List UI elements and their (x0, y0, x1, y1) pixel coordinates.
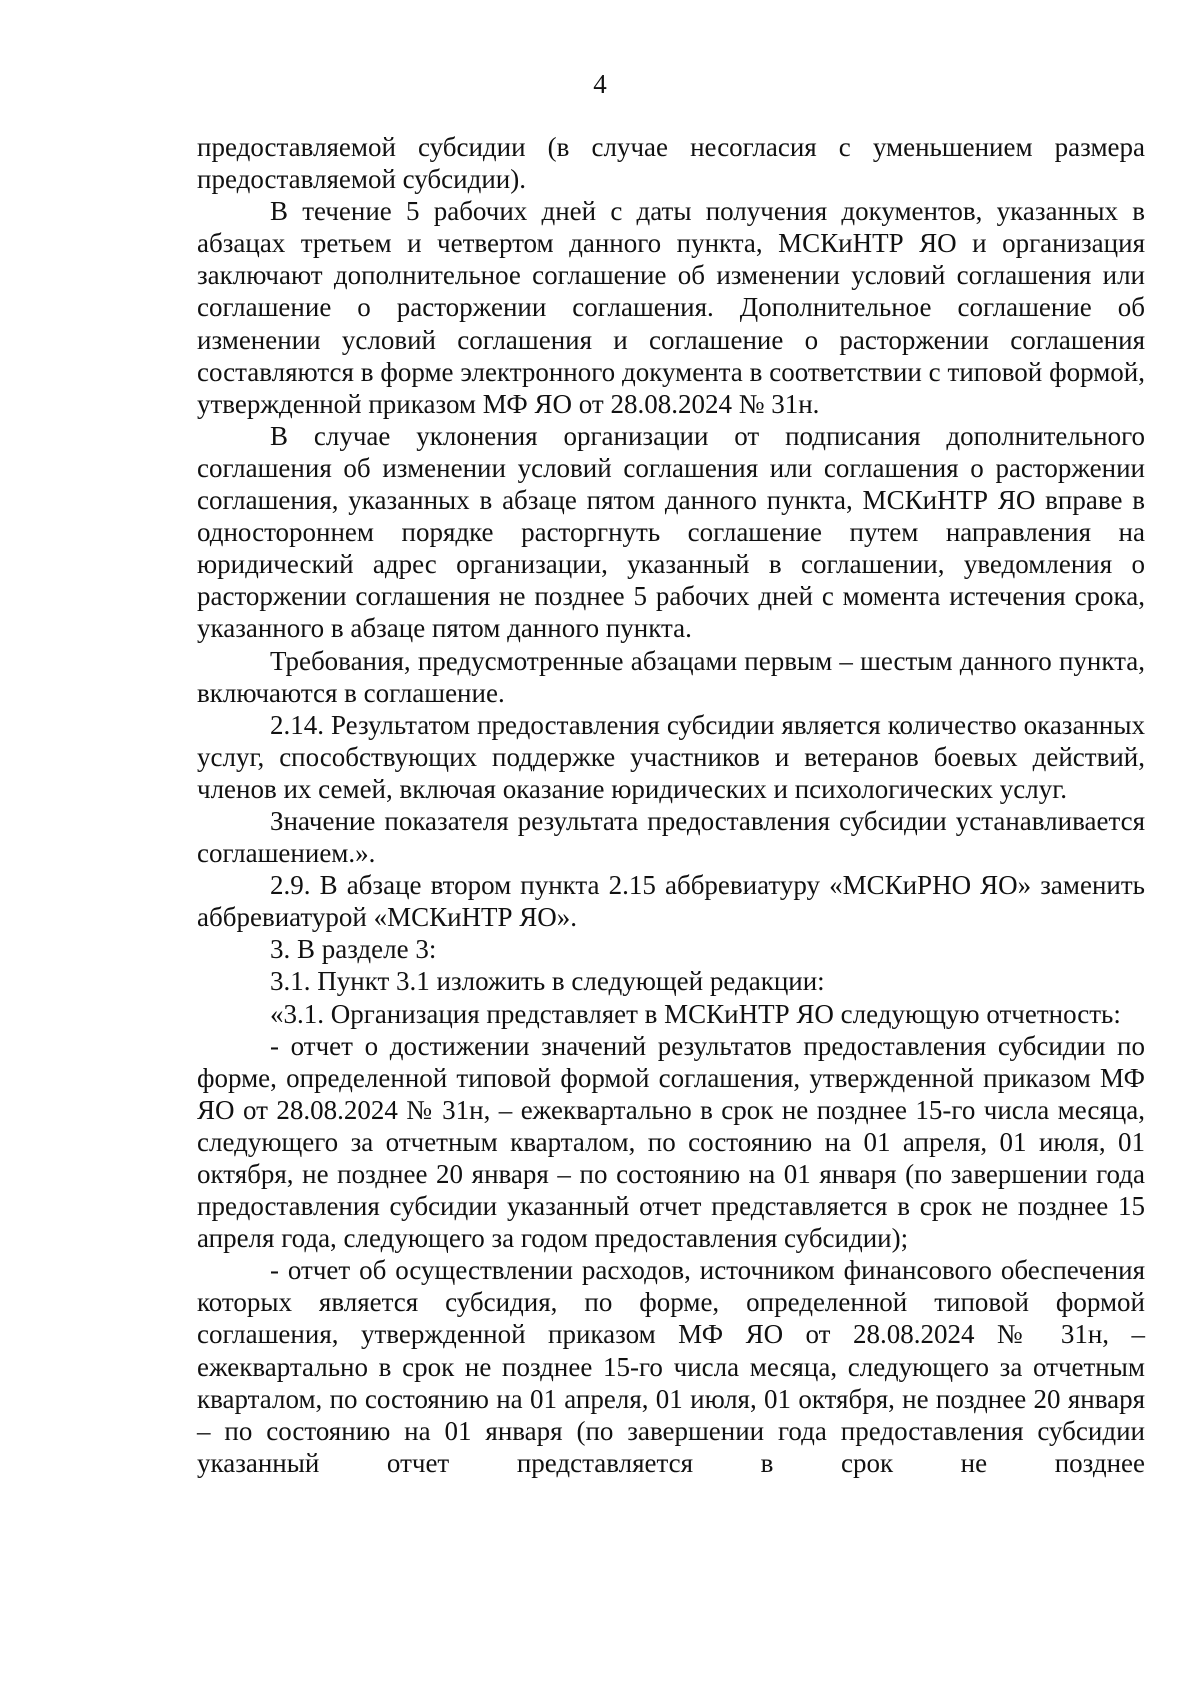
page-number: 4 (593, 69, 607, 99)
paragraph-evasion: В случае уклонения организации от подписания дополнительного соглашения об изменении условий соглашения или соглашения о расторжении соглашения, указанных в абзаце пятом данного пункта, МСКиНТР ЯО вправе в одностороннем порядке расторгнуть соглашение путем направления на юридический адрес организации, указанный в соглашении, уведомления о расторжении соглашения не позднее 5 рабочих дней с момента истечения срока, указанного в абзаце пятом данного пункта. (197, 420, 1145, 644)
paragraph-2-14-result: 2.14. Результатом предоставления субсидии является количество оказанных услуг, способствующих поддержке участников и ветеранов боевых действий, членов их семей, включая оказание юридических и психологических услуг. (197, 709, 1145, 804)
paragraph-3-1-reporting: «3.1. Организация представляет в МСКиНТР ЯО следующую отчетность: (270, 998, 1121, 1029)
paragraph-indicator-value: Значение показателя результата предоставления субсидии устанавливается соглашением.». (197, 805, 1145, 869)
paragraph-agreement-terms: В течение 5 рабочих дней с даты получения документов, указанных в абзацах третьем и четвертом данного пункта, МСКиНТР ЯО и организация заключают дополнительное соглашение об изменении условий соглашения или соглашение о расторжении соглашения. Дополнительное соглашение об изменении условий соглашения и соглашение о расторжении соглашения составляются в форме электронного документа в соответствии с типовой формой, утвержденной приказом МФ ЯО от 28.08.2024 № 31н. (197, 196, 1145, 419)
paragraph-2-9-abbreviation: 2.9. В абзаце втором пункта 2.15 аббревиатуру «МСКиРНО ЯО» заменить аббревиатурой «МСКиНТР ЯО». (197, 870, 1145, 933)
paragraph-section-3: 3. В разделе 3: (270, 934, 437, 965)
document-body (197, 131, 1145, 1479)
paragraph-continuation: предоставляемой субсидии (в случае несогласия с уменьшением размера предоставляемой субсидии). (197, 132, 1145, 195)
list-item-results-report: - отчет о достижении значений результатов предоставления субсидии по форме, определенной типовой формой соглашения, утвержденной приказом МФ ЯО от 28.08.2024 № 31н, – ежеквартально в срок не позднее 15-го числа месяца, следующего за отчетным кварталом, по состоянию на 01 апреля, 01 июля, 01 октября, не позднее 20 января – по состоянию на 01 января (по завершении года предоставления субсидии указанный отчет представляется в срок не позднее 15 апреля года, следующего за годом предоставления субсидии); (197, 1030, 1145, 1254)
paragraph-3-1-edit: 3.1. Пункт 3.1 изложить в следующей редакции: (270, 966, 825, 997)
list-item-expenses-report: - отчет об осуществлении расходов, источником финансового обеспечения которых является субсидия, по форме, определенной типовой формой соглашения, утвержденной приказом МФ ЯО от 28.08.2024 № 31н, – ежеквартально в срок не позднее 15-го числа месяца, следующего за отчетным кварталом, по состоянию на 01 апреля, 01 июля, 01 октября, не позднее 20 января – по состоянию на 01 января (по завершении года предоставления субсидии указанный отчет представляется в срок не позднее (197, 1255, 1145, 1478)
paragraph-requirements: Требования, предусмотренные абзацами первым – шестым данного пункта, включаются в соглашение. (197, 645, 1145, 708)
